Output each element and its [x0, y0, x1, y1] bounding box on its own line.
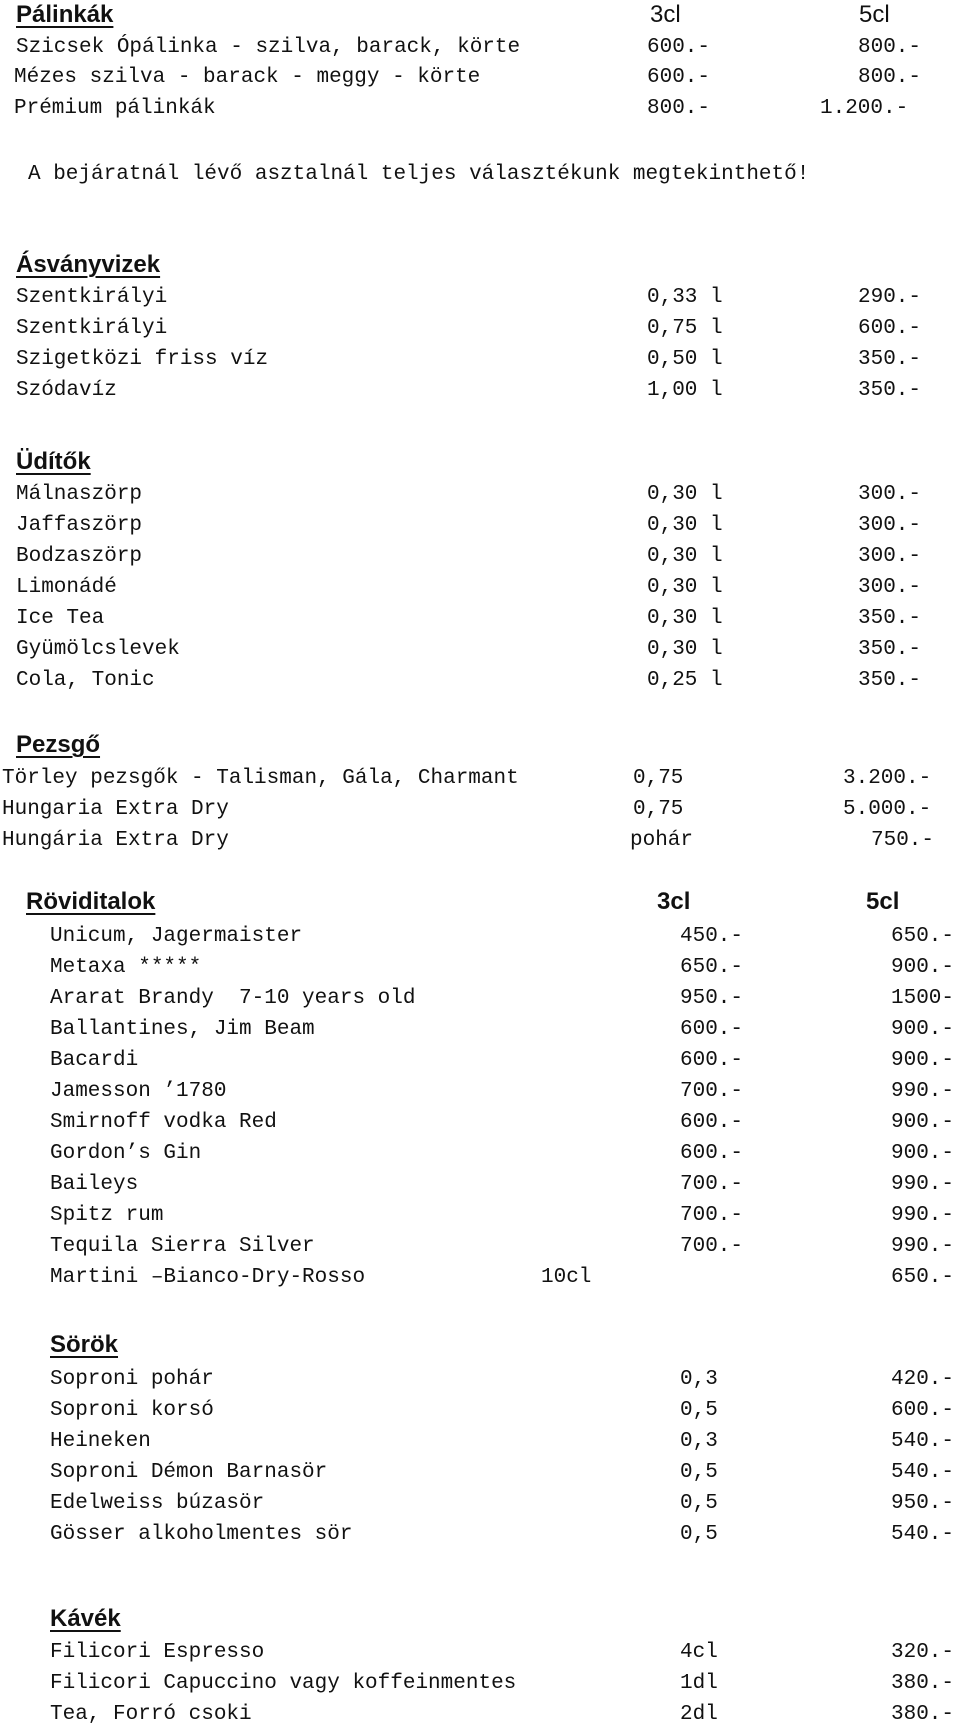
price-3cl: 600.- [680, 1049, 744, 1072]
item-name: Metaxa ***** [50, 956, 202, 979]
section-title-pezsgo: Pezsgő [16, 731, 101, 758]
price-5cl: 1500- [891, 987, 955, 1010]
item-size: 0,30 l [647, 514, 723, 537]
price-5cl: 990.- [891, 1173, 955, 1196]
item-size: 0,5 [680, 1523, 718, 1546]
item-size: 1,00 l [647, 379, 723, 402]
item-name: Spitz rum [50, 1204, 164, 1227]
menu-item [0, 573, 960, 603]
menu-item [0, 283, 960, 313]
item-price: 540.- [891, 1461, 955, 1484]
menu-item [0, 1669, 960, 1699]
price-3cl: 650.- [680, 956, 744, 979]
menu-item [0, 1520, 960, 1550]
price-3cl: 600.- [680, 1142, 744, 1165]
item-size: 0,3 [680, 1368, 718, 1391]
asvanyvizek-header-row [0, 250, 960, 280]
item-price: 750.- [871, 829, 935, 852]
item-price: 300.- [858, 576, 922, 599]
roviditalok-header-row [0, 887, 960, 917]
price-3cl: 600.- [647, 36, 711, 59]
item-name: Martini –Bianco-Dry-Rosso [50, 1266, 366, 1289]
item-price: 300.- [858, 514, 922, 537]
menu-item [0, 922, 960, 952]
item-name: Bacardi [50, 1049, 139, 1072]
uditok-header-row [0, 447, 960, 477]
menu-item [0, 764, 960, 794]
item-name: Szentkirályi [16, 317, 168, 340]
item-name: Szódavíz [16, 379, 117, 402]
item-name: Soproni Démon Barnasör [50, 1461, 328, 1484]
price-5cl: 990.- [891, 1080, 955, 1103]
item-name: Málnaszörp [16, 483, 143, 506]
item-detail: szilva - barack - meggy - körte [89, 66, 481, 89]
price-5cl: 900.- [891, 1142, 955, 1165]
price-5cl: 650.- [891, 925, 955, 948]
item-name: Tequila Sierra Silver [50, 1235, 315, 1258]
menu-item [0, 826, 960, 856]
item-name: Filicori Espresso [50, 1641, 265, 1664]
item-size: 0,30 l [647, 638, 723, 661]
item-name: Heineken [50, 1430, 151, 1453]
price-5cl: 800.- [858, 66, 922, 89]
menu-item [0, 1489, 960, 1519]
item-size: 0,75 l [647, 317, 723, 340]
item-detail: szilva, barack, körte [255, 36, 521, 59]
menu-item [0, 1263, 960, 1293]
item-name: Prémium pálinkák [14, 97, 216, 120]
section-title-sorok: Sörök [50, 1331, 119, 1358]
price-3cl: 600.- [680, 1018, 744, 1041]
item-size: 0,30 l [647, 607, 723, 630]
item-price: 290.- [858, 286, 922, 309]
item-price: 600.- [891, 1399, 955, 1422]
item-name: Cola, Tonic [16, 669, 155, 692]
price-3cl: 600.- [647, 66, 711, 89]
section-title-palinkak: Pálinkák [16, 1, 114, 28]
section-title-asvanyvizek: Ásványvizek [16, 251, 161, 278]
menu-item [0, 376, 960, 406]
item-size: 10cl [541, 1266, 592, 1289]
item-price: 650.- [891, 1266, 955, 1289]
item-price: 350.- [858, 607, 922, 630]
item-price: 300.- [858, 545, 922, 568]
item-name: Szentkirályi [16, 286, 168, 309]
item-name: Filicori Capuccino vagy koffeinmentes [50, 1672, 517, 1695]
menu-item [0, 511, 960, 541]
item-detail: Talisman, Gála, Charmant [216, 767, 519, 790]
item-price: 380.- [891, 1703, 955, 1726]
price-5cl: 900.- [891, 1111, 955, 1134]
item-name: Szigetközi friss víz [16, 348, 269, 371]
item-price: 350.- [858, 379, 922, 402]
column-header-5cl: 5cl [866, 888, 900, 915]
menu-item [0, 63, 960, 93]
menu-item [0, 604, 960, 634]
item-name: Gordon’s Gin [50, 1142, 202, 1165]
item-name: Ice Tea [16, 607, 105, 630]
menu-item [0, 666, 960, 696]
item-size: 0,75 [633, 798, 684, 821]
menu-item [0, 1046, 960, 1076]
item-size: 0,25 l [647, 669, 723, 692]
item-size: 0,75 [633, 767, 684, 790]
item-name: Törley pezsgők - [2, 767, 217, 790]
menu-item [0, 345, 960, 375]
price-3cl: 700.- [680, 1080, 744, 1103]
selection-note-row [0, 160, 960, 190]
menu-item [0, 1396, 960, 1426]
menu-item [0, 1232, 960, 1262]
price-5cl: 990.- [891, 1235, 955, 1258]
selection-note: A bejáratnál lévő asztalnál teljes választékunk megtekinthető! [28, 163, 810, 186]
price-5cl: 800.- [858, 36, 922, 59]
item-name: Soproni pohár [50, 1368, 214, 1391]
sorok-header-row [0, 1330, 960, 1360]
menu-item [0, 984, 960, 1014]
item-name: Limonádé [16, 576, 117, 599]
item-size: 2dl [680, 1703, 718, 1726]
item-size: 0,30 l [647, 545, 723, 568]
menu-item [0, 1139, 960, 1169]
item-size: 0,30 l [647, 576, 723, 599]
item-name: Bodzaszörp [16, 545, 143, 568]
section-title-kavek: Kávék [50, 1605, 121, 1632]
item-name: Gösser alkoholmentes sör [50, 1523, 353, 1546]
item-price: 950.- [891, 1492, 955, 1515]
item-name: Hungária Extra Dry [2, 829, 229, 852]
menu-item [0, 953, 960, 983]
item-name: Jamesson ’1780 [50, 1080, 227, 1103]
item-price: 350.- [858, 669, 922, 692]
item-name: Gyümölcslevek [16, 638, 180, 661]
menu-item [0, 1365, 960, 1395]
column-header-5cl: 5cl [859, 1, 890, 28]
item-price: 540.- [891, 1430, 955, 1453]
price-3cl: 950.- [680, 987, 744, 1010]
menu-item [0, 1427, 960, 1457]
item-size: 0,30 l [647, 483, 723, 506]
price-3cl: 700.- [680, 1173, 744, 1196]
price-3cl: 700.- [680, 1204, 744, 1227]
menu-item [0, 1201, 960, 1231]
section-title-uditok: Üdítők [16, 448, 91, 475]
item-name: Ballantines, Jim Beam [50, 1018, 315, 1041]
item-size: 0,50 l [647, 348, 723, 371]
item-size: 0,33 l [647, 286, 723, 309]
price-5cl: 900.- [891, 1018, 955, 1041]
item-price: 350.- [858, 348, 922, 371]
item-price: 420.- [891, 1368, 955, 1391]
price-3cl: 800.- [647, 97, 711, 120]
palinkak-header-row [0, 0, 960, 30]
item-name: Baileys [50, 1173, 139, 1196]
item-name: Ararat Brandy 7-10 years old [50, 987, 416, 1010]
menu-item [0, 1108, 960, 1138]
menu-item [0, 1015, 960, 1045]
item-name: Edelweiss búzasör [50, 1492, 265, 1515]
column-header-3cl: 3cl [657, 888, 691, 915]
menu-item [0, 1458, 960, 1488]
price-5cl: 990.- [891, 1204, 955, 1227]
price-3cl: 600.- [680, 1111, 744, 1134]
price-5cl: 900.- [891, 956, 955, 979]
item-name: Tea, Forró csoki [50, 1703, 252, 1726]
item-price: 380.- [891, 1672, 955, 1695]
item-price: 540.- [891, 1523, 955, 1546]
price-5cl: 900.- [891, 1049, 955, 1072]
item-size: 0,5 [680, 1492, 718, 1515]
menu-item [0, 94, 960, 124]
item-name: Smirnoff vodka Red [50, 1111, 277, 1134]
item-name: Mézes [14, 66, 90, 89]
menu-item [0, 314, 960, 344]
column-header-3cl: 3cl [650, 1, 681, 28]
item-size: 0,5 [680, 1461, 718, 1484]
item-size: 4cl [680, 1641, 718, 1664]
item-price: 600.- [858, 317, 922, 340]
item-name: Unicum, Jagermaister [50, 925, 303, 948]
menu-item [0, 795, 960, 825]
menu-item [0, 480, 960, 510]
item-price: 3.200.- [843, 767, 932, 790]
price-3cl: 450.- [680, 925, 744, 948]
menu-item [0, 1170, 960, 1200]
menu-item [0, 1077, 960, 1107]
item-price: 5.000.- [843, 798, 932, 821]
item-name: Szicsek Ópálinka - [16, 36, 256, 59]
menu-item [0, 33, 960, 63]
price-5cl: 1.200.- [820, 97, 909, 120]
menu-item [0, 542, 960, 572]
price-3cl: 700.- [680, 1235, 744, 1258]
item-name: Hungaria Extra Dry [2, 798, 229, 821]
item-price: 320.- [891, 1641, 955, 1664]
section-title-roviditalok: Röviditalok [26, 888, 156, 915]
pezsgo-header-row [0, 730, 960, 760]
item-size: 1dl [680, 1672, 718, 1695]
item-size: 0,5 [680, 1399, 718, 1422]
item-name: Jaffaszörp [16, 514, 143, 537]
item-size: pohár [630, 829, 694, 852]
kavek-header-row [0, 1604, 960, 1634]
menu-item [0, 1638, 960, 1668]
item-price: 350.- [858, 638, 922, 661]
menu-item [0, 635, 960, 665]
item-size: 0,3 [680, 1430, 718, 1453]
item-price: 300.- [858, 483, 922, 506]
item-name: Soproni korsó [50, 1399, 214, 1422]
